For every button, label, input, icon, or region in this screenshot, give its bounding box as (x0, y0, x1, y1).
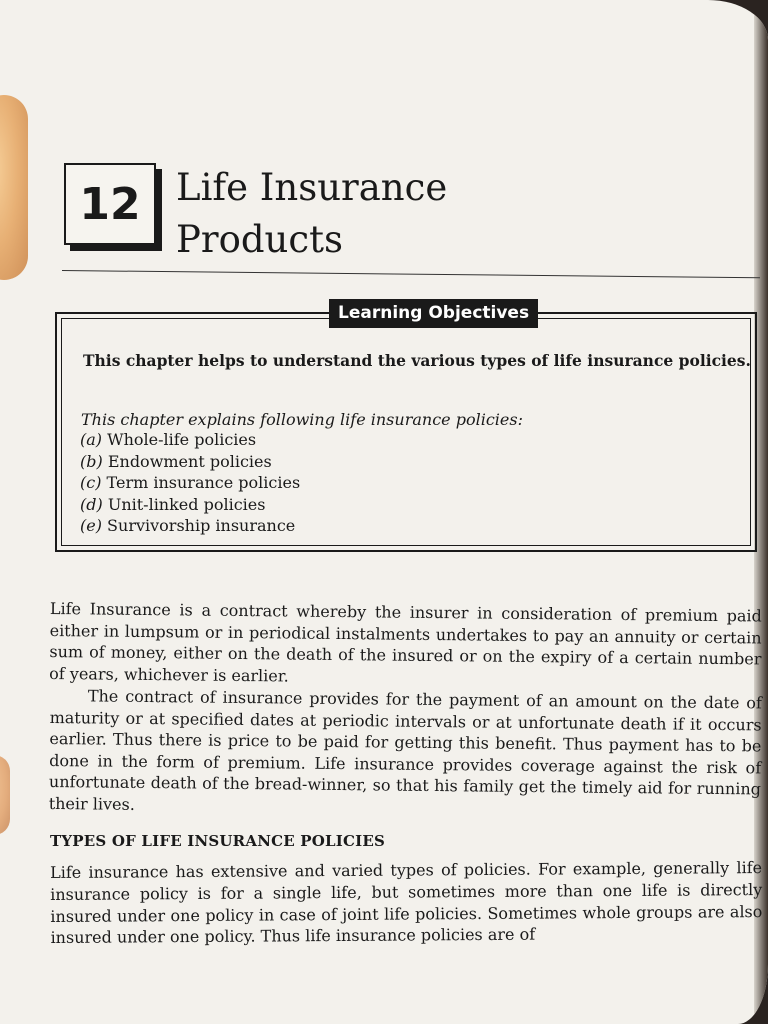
list-marker: (c) (80, 473, 102, 492)
title-divider (62, 270, 760, 278)
list-marker: (e) (80, 516, 102, 535)
list-item (80, 472, 300, 494)
list-marker: (d) (80, 494, 103, 514)
list-item-text: Whole-life policies (107, 430, 257, 449)
list-item-text: Unit-linked policies (107, 494, 266, 514)
list-item (80, 515, 300, 537)
list-item (80, 451, 300, 473)
chapter-title-line2: Products (176, 218, 343, 261)
list-marker: (b) (80, 451, 103, 471)
list-item-text: Endowment policies (107, 451, 272, 471)
list-item-text: Term insurance policies (106, 473, 301, 492)
learning-objectives-subheading: This chapter explains following life insurance policies: (81, 410, 523, 429)
chapter-title (176, 162, 447, 266)
thumb-top (0, 95, 28, 280)
thumb-bottom (0, 755, 10, 835)
learning-objectives-header: Learning Objectives (329, 299, 538, 328)
section-heading: TYPES OF LIFE INSURANCE POLICIES (50, 832, 386, 850)
body-paragraph-3: Life insurance has extensive and varied types of policies. For example, generally life insurance policy is for a single life, but sometimes more than one life is directly insured under one policy in case of joint life policies. Sometimes whole groups are also insured under one policy. Thus life insurance policies are of (50, 858, 763, 948)
list-marker: (a) (80, 430, 103, 449)
chapter-number-box (64, 163, 156, 245)
chapter-title-line1: Life Insurance (176, 166, 448, 209)
list-item-text: Survivorship insurance (107, 516, 296, 535)
body-paragraph-1: Life Insurance is a contract whereby the insurer in consideration of premium paid either in lumpsum or in periodical instalments undertakes to pay an annuity or certain sum of money, either on the death of the insured or on the expiry of a certain number of years, whichever is earlier. (49, 598, 762, 686)
learning-objectives-list (80, 429, 300, 537)
chapter-number: 12 (79, 178, 141, 230)
learning-objectives-intro: This chapter helps to understand the various types of life insurance policies. (83, 351, 751, 370)
list-item (80, 429, 300, 451)
list-item (80, 494, 300, 516)
body-paragraph-2: The contract of insurance provides for the payment of an amount on the date of maturity or at specified dates at periodic intervals or at unfortunate death if it occurs earlier. Thus there is price to be paid for getting this benefit. Thus payment has to be done in the form of premium. Life insurance provides coverage against the risk of unfortunate death of the bread-winner, so that his family get the timely aid for running their lives. (48, 686, 762, 814)
